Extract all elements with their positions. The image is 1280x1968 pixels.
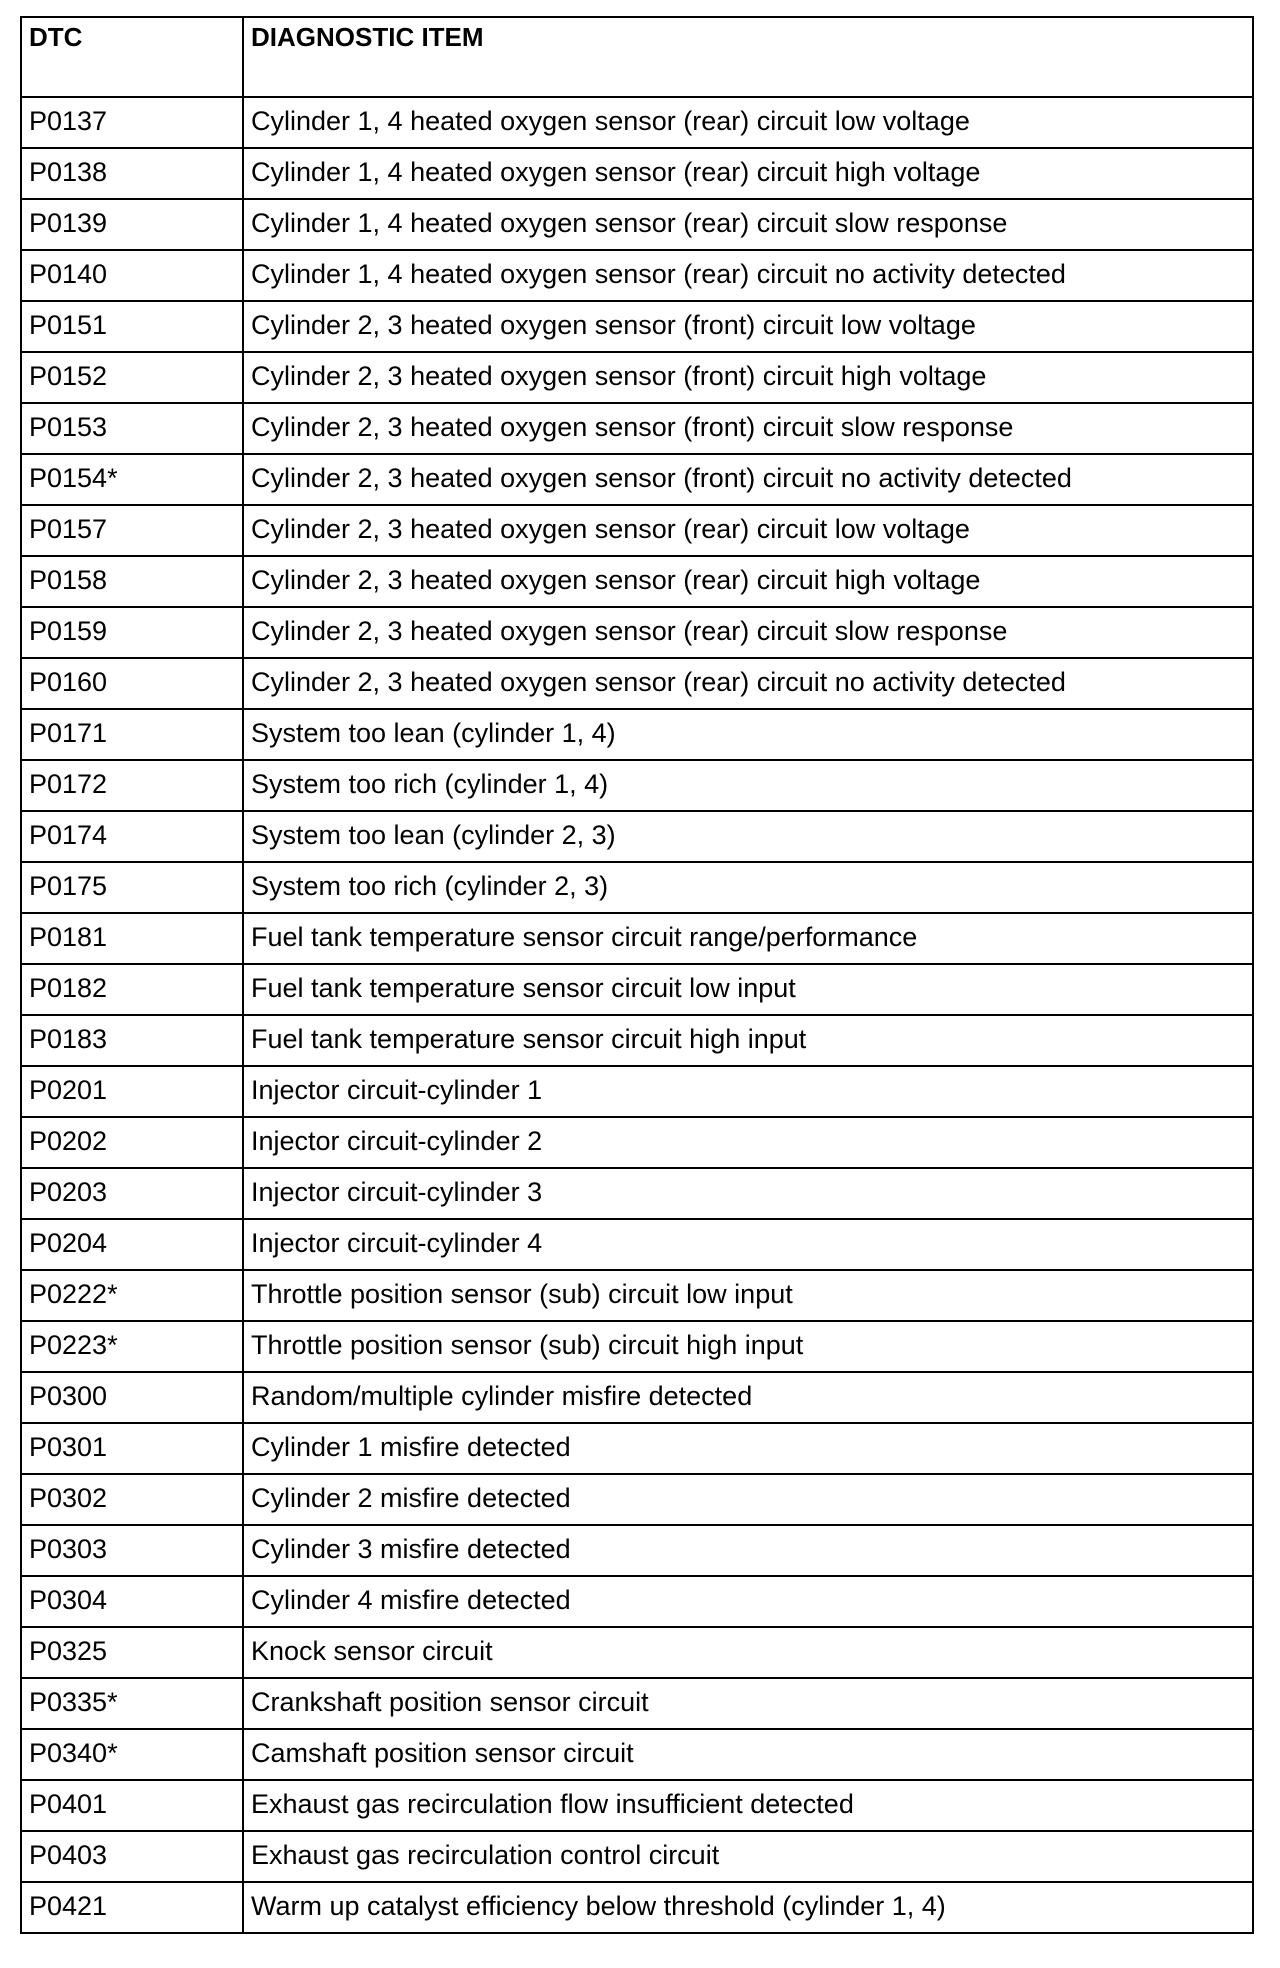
table-row <box>21 1627 1253 1678</box>
dtc-code-cell: P0158 <box>21 556 243 607</box>
table-row <box>21 1525 1253 1576</box>
table-row <box>21 301 1253 352</box>
table-row <box>21 709 1253 760</box>
diagnostic-item-cell: Warm up catalyst efficiency below threshold (cylinder 1, 4) <box>243 1882 1253 1933</box>
dtc-table <box>20 16 1254 1934</box>
diagnostic-item-cell: Fuel tank temperature sensor circuit high input <box>243 1015 1253 1066</box>
header-dtc: DTC <box>21 17 243 97</box>
diagnostic-item-cell: Injector circuit-cylinder 1 <box>243 1066 1253 1117</box>
dtc-code-cell: P0303 <box>21 1525 243 1576</box>
dtc-code-cell: P0301 <box>21 1423 243 1474</box>
dtc-code-cell: P0175 <box>21 862 243 913</box>
diagnostic-item-cell: Cylinder 2, 3 heated oxygen sensor (rear) circuit slow response <box>243 607 1253 658</box>
dtc-code-cell: P0154* <box>21 454 243 505</box>
diagnostic-item-cell: Throttle position sensor (sub) circuit high input <box>243 1321 1253 1372</box>
dtc-code-cell: P0182 <box>21 964 243 1015</box>
diagnostic-item-cell: Random/multiple cylinder misfire detected <box>243 1372 1253 1423</box>
table-row <box>21 352 1253 403</box>
table-row <box>21 1780 1253 1831</box>
diagnostic-item-cell: Cylinder 2, 3 heated oxygen sensor (front) circuit high voltage <box>243 352 1253 403</box>
table-row <box>21 760 1253 811</box>
diagnostic-item-cell: Cylinder 2, 3 heated oxygen sensor (front) circuit slow response <box>243 403 1253 454</box>
table-row <box>21 1423 1253 1474</box>
diagnostic-item-cell: Crankshaft position sensor circuit <box>243 1678 1253 1729</box>
dtc-code-cell: P0159 <box>21 607 243 658</box>
table-row <box>21 1219 1253 1270</box>
dtc-code-cell: P0153 <box>21 403 243 454</box>
dtc-code-cell: P0204 <box>21 1219 243 1270</box>
diagnostic-item-cell: System too rich (cylinder 1, 4) <box>243 760 1253 811</box>
diagnostic-item-cell: Throttle position sensor (sub) circuit low input <box>243 1270 1253 1321</box>
dtc-code-cell: P0300 <box>21 1372 243 1423</box>
table-row <box>21 1678 1253 1729</box>
dtc-code-cell: P0137 <box>21 97 243 148</box>
diagnostic-item-cell: Camshaft position sensor circuit <box>243 1729 1253 1780</box>
table-row <box>21 1372 1253 1423</box>
header-diagnostic-item: DIAGNOSTIC ITEM <box>243 17 1253 97</box>
table-row <box>21 1882 1253 1933</box>
table-row <box>21 1270 1253 1321</box>
dtc-code-cell: P0171 <box>21 709 243 760</box>
diagnostic-item-cell: Exhaust gas recirculation flow insufficient detected <box>243 1780 1253 1831</box>
diagnostic-item-cell: Injector circuit-cylinder 3 <box>243 1168 1253 1219</box>
diagnostic-item-cell: Exhaust gas recirculation control circuit <box>243 1831 1253 1882</box>
dtc-code-cell: P0139 <box>21 199 243 250</box>
dtc-code-cell: P0222* <box>21 1270 243 1321</box>
table-row <box>21 199 1253 250</box>
table-row <box>21 403 1253 454</box>
table-row <box>21 862 1253 913</box>
table-row <box>21 556 1253 607</box>
dtc-code-cell: P0174 <box>21 811 243 862</box>
table-row <box>21 148 1253 199</box>
dtc-code-cell: P0304 <box>21 1576 243 1627</box>
diagnostic-item-cell: Cylinder 2, 3 heated oxygen sensor (rear) circuit no activity detected <box>243 658 1253 709</box>
dtc-code-cell: P0181 <box>21 913 243 964</box>
diagnostic-item-cell: Cylinder 2, 3 heated oxygen sensor (rear) circuit low voltage <box>243 505 1253 556</box>
dtc-code-cell: P0302 <box>21 1474 243 1525</box>
dtc-code-cell: P0421 <box>21 1882 243 1933</box>
diagnostic-item-cell: Cylinder 1, 4 heated oxygen sensor (rear) circuit no activity detected <box>243 250 1253 301</box>
table-row <box>21 1474 1253 1525</box>
table-row <box>21 1015 1253 1066</box>
diagnostic-item-cell: Cylinder 1 misfire detected <box>243 1423 1253 1474</box>
diagnostic-item-cell: Fuel tank temperature sensor circuit low input <box>243 964 1253 1015</box>
diagnostic-item-cell: Injector circuit-cylinder 2 <box>243 1117 1253 1168</box>
table-row <box>21 505 1253 556</box>
table-row <box>21 811 1253 862</box>
dtc-code-cell: P0403 <box>21 1831 243 1882</box>
table-header-row <box>21 17 1253 97</box>
table-row <box>21 97 1253 148</box>
diagnostic-item-cell: Cylinder 2, 3 heated oxygen sensor (rear) circuit high voltage <box>243 556 1253 607</box>
table-row <box>21 1066 1253 1117</box>
diagnostic-item-cell: Cylinder 1, 4 heated oxygen sensor (rear) circuit low voltage <box>243 97 1253 148</box>
diagnostic-item-cell: Cylinder 2, 3 heated oxygen sensor (front) circuit no activity detected <box>243 454 1253 505</box>
diagnostic-item-cell: System too lean (cylinder 1, 4) <box>243 709 1253 760</box>
diagnostic-item-cell: Injector circuit-cylinder 4 <box>243 1219 1253 1270</box>
dtc-code-cell: P0335* <box>21 1678 243 1729</box>
table-row <box>21 607 1253 658</box>
table-row <box>21 454 1253 505</box>
dtc-code-cell: P0160 <box>21 658 243 709</box>
dtc-code-cell: P0151 <box>21 301 243 352</box>
table-row <box>21 1831 1253 1882</box>
diagnostic-item-cell: Cylinder 1, 4 heated oxygen sensor (rear) circuit high voltage <box>243 148 1253 199</box>
dtc-code-cell: P0138 <box>21 148 243 199</box>
diagnostic-item-cell: Knock sensor circuit <box>243 1627 1253 1678</box>
diagnostic-item-cell: Fuel tank temperature sensor circuit range/performance <box>243 913 1253 964</box>
diagnostic-item-cell: Cylinder 4 misfire detected <box>243 1576 1253 1627</box>
dtc-code-cell: P0172 <box>21 760 243 811</box>
table-row <box>21 913 1253 964</box>
table-row <box>21 658 1253 709</box>
table-row <box>21 1321 1253 1372</box>
diagnostic-item-cell: System too lean (cylinder 2, 3) <box>243 811 1253 862</box>
diagnostic-item-cell: Cylinder 1, 4 heated oxygen sensor (rear) circuit slow response <box>243 199 1253 250</box>
table-row <box>21 1729 1253 1780</box>
table-body <box>21 97 1253 1933</box>
diagnostic-item-cell: Cylinder 3 misfire detected <box>243 1525 1253 1576</box>
dtc-code-cell: P0203 <box>21 1168 243 1219</box>
dtc-code-cell: P0325 <box>21 1627 243 1678</box>
diagnostic-item-cell: Cylinder 2 misfire detected <box>243 1474 1253 1525</box>
dtc-code-cell: P0223* <box>21 1321 243 1372</box>
diagnostic-item-cell: System too rich (cylinder 2, 3) <box>243 862 1253 913</box>
dtc-code-cell: P0183 <box>21 1015 243 1066</box>
table-row <box>21 1576 1253 1627</box>
dtc-code-cell: P0202 <box>21 1117 243 1168</box>
diagnostic-item-cell: Cylinder 2, 3 heated oxygen sensor (front) circuit low voltage <box>243 301 1253 352</box>
table-row <box>21 964 1253 1015</box>
dtc-code-cell: P0201 <box>21 1066 243 1117</box>
table-row <box>21 1168 1253 1219</box>
dtc-code-cell: P0157 <box>21 505 243 556</box>
dtc-code-cell: P0401 <box>21 1780 243 1831</box>
dtc-code-cell: P0152 <box>21 352 243 403</box>
table-row <box>21 250 1253 301</box>
dtc-code-cell: P0140 <box>21 250 243 301</box>
table-row <box>21 1117 1253 1168</box>
dtc-code-cell: P0340* <box>21 1729 243 1780</box>
